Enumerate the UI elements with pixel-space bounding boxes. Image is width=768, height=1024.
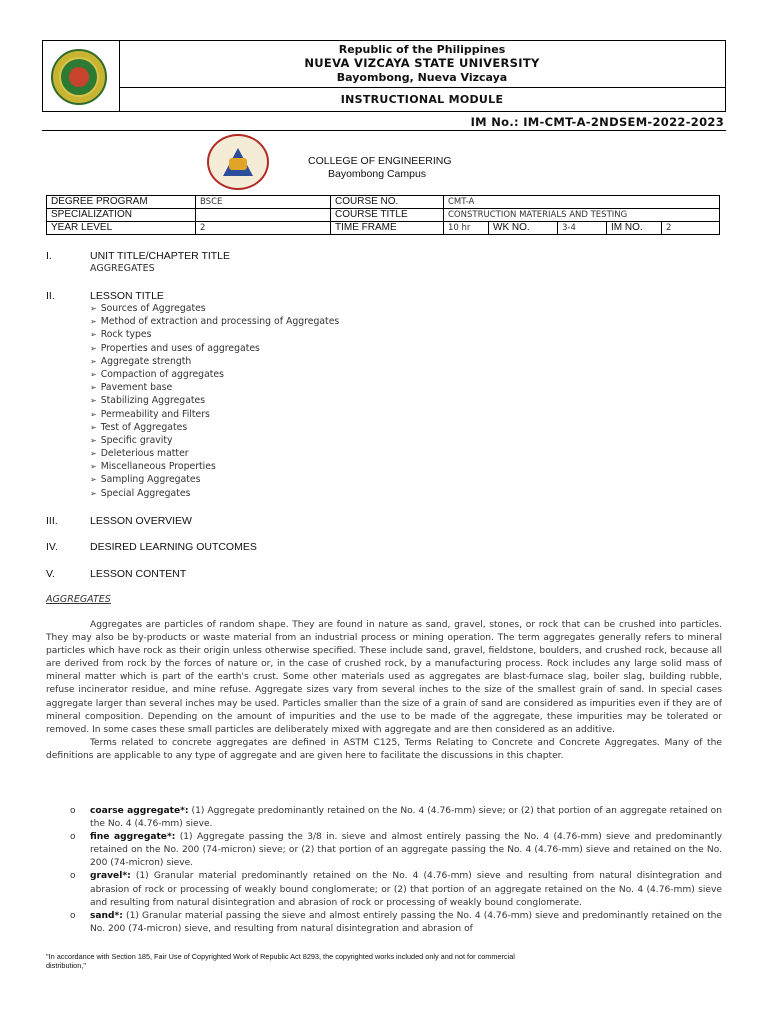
list-item: ➢ Test of Aggregates	[90, 421, 188, 433]
copyright-footer: "In accordance with Section 185, Fair Use of Copyrighted Work of Republic Act 8293, the copyrighted works included only and not for commercial distribution,"	[46, 952, 515, 970]
section-number: II.	[46, 290, 55, 302]
section-number: I.	[46, 250, 52, 262]
specialization-value	[196, 209, 331, 222]
section-heading: LESSON CONTENT	[90, 568, 187, 580]
definition-text: (1) Aggregate passing the 3/8 in. sieve and almost entirely passing the No. 4 (4.76-mm) sieve and predominantly retained on the No. 200 (74-micron) sieve; or (2) that portion of an aggregate passing the No. 4 (4.76-mm) sieve and retained on the No. 200 (74-micron) sieve.	[90, 832, 722, 869]
list-item: ➢ Properties and uses of aggregates	[90, 342, 260, 354]
course-no-value: CMT-A	[444, 196, 720, 209]
arrow-bullet-icon: ➢	[90, 317, 97, 327]
section-heading: UNIT TITLE/CHAPTER TITLE	[90, 250, 231, 262]
list-item	[46, 805, 722, 831]
definition-term: coarse aggregate*:	[90, 806, 189, 816]
paragraph: Aggregates are particles of random shape. They are found in nature as sand, gravel, stones, or rock that can be crushed into particles. They may also be by-products or waste material from an industrial process or mining operation. The term aggregates generally refers to mineral particles which have rock as their origin unless otherwise specified. These include sand, gravel, fieldstone, boulders, and crushed rock, because all are derived from rock by the forces of nature or, in the case of crushed rock, by a manufacturing process. Rock includes any large solid mass of mineral matter which is part of the earth's crust. Some other materials used as aggregates are blast-furnace slag, boiler slag, building rubble, refuse incinerator residue, and mine refuse. Aggregate sizes vary from several inches to the size of the smallest grain of sand. In special cases aggregate larger than several inches may be used. Particles smaller than the size of a grain of sand are considered as impurities even if they are of mineral composition. Depending on the amount of impurities and the use to be made of the aggregate, these impurities may be tolerated or removed. In some cases these small particles are deliberately mixed with aggregate and are then considered as an additive.	[46, 620, 722, 735]
definition-term: sand*:	[90, 910, 123, 921]
course-title-label: COURSE TITLE	[331, 209, 444, 222]
arrow-bullet-icon: ➢	[90, 356, 97, 366]
section-number: III.	[46, 515, 58, 527]
time-frame-value: 10 hr	[444, 222, 489, 235]
list-item: ➢ Specific gravity	[90, 434, 173, 446]
specialization-label: SPECIALIZATION	[47, 209, 196, 222]
arrow-bullet-icon: ➢	[90, 369, 97, 379]
document-header	[42, 40, 726, 112]
list-item: ➢ Stabilizing Aggregates	[90, 395, 206, 407]
unit-title-value: AGGREGATES	[90, 263, 155, 274]
degree-program-value: BSCE	[196, 196, 331, 209]
circle-bullet-icon: o	[70, 871, 76, 882]
arrow-bullet-icon: ➢	[90, 488, 97, 498]
list-item: ➢ Sampling Aggregates	[90, 474, 201, 486]
arrow-bullet-icon: ➢	[90, 462, 97, 472]
course-info-table	[46, 195, 720, 235]
republic-line: Republic of the Philippines	[338, 43, 506, 56]
arrow-bullet-icon: ➢	[90, 383, 97, 393]
university-name: NUEVA VIZCAYA STATE UNIVERSITY	[304, 56, 540, 70]
lesson-topic-list	[90, 302, 339, 500]
list-item	[46, 870, 722, 909]
degree-program-label: DEGREE PROGRAM	[47, 196, 196, 209]
arrow-bullet-icon: ➢	[90, 435, 97, 445]
module-title: INSTRUCTIONAL MODULE	[340, 93, 504, 106]
definition-text: (1) Granular material passing the sieve and almost entirely passing the No. 4 (4.76-mm) sieve and predominantly retained on the No. 200 (74-micron) sieve, and resulting from natural disintegration and abrasion of	[90, 910, 722, 934]
arrow-bullet-icon: ➢	[90, 343, 97, 353]
arrow-bullet-icon: ➢	[90, 396, 97, 406]
im-number-rule	[42, 130, 726, 131]
definition-term: gravel*:	[90, 871, 131, 882]
header-divider	[119, 87, 725, 88]
list-item: ➢ Sources of Aggregates	[90, 303, 206, 314]
arrow-bullet-icon: ➢	[90, 409, 97, 419]
arrow-bullet-icon: ➢	[90, 449, 97, 459]
content-body	[46, 619, 722, 763]
im-no-label: IM NO.	[607, 222, 662, 235]
list-item: ➢ Deleterious matter	[90, 448, 189, 460]
year-level-value: 2	[196, 222, 331, 235]
college-name: COLLEGE OF ENGINEERING	[308, 155, 452, 167]
im-number: IM No.: IM-CMT-A-2NDSEM-2022-2023	[470, 115, 724, 129]
week-no-label: WK NO.	[489, 222, 558, 235]
circle-bullet-icon: o	[70, 806, 76, 816]
university-seal-logo	[51, 49, 107, 105]
list-item: ➢ Rock types	[90, 329, 152, 341]
college-of-engineering-logo	[207, 134, 269, 190]
college-campus: Bayombong Campus	[328, 168, 427, 180]
section-heading: DESIRED LEARNING OUTCOMES	[90, 541, 257, 553]
list-item: ➢ Miscellaneous Properties	[90, 461, 216, 473]
list-item: ➢ Special Aggregates	[90, 487, 191, 499]
course-title-value: CONSTRUCTION MATERIALS AND TESTING	[444, 209, 720, 222]
list-item	[46, 831, 722, 870]
week-no-value: 3-4	[558, 222, 607, 235]
arrow-bullet-icon: ➢	[90, 475, 97, 485]
list-item: ➢ Aggregate strength	[90, 355, 192, 367]
im-no-value: 2	[662, 222, 720, 235]
university-address: Bayombong, Nueva Vizcaya	[336, 71, 508, 84]
definition-list	[46, 805, 722, 936]
definition-text: (1) Aggregate predominantly retained on the No. 4 (4.76-mm) sieve; or (2) that portion of an aggregate retained on the No. 4 (4.76-mm) sieve.	[90, 806, 722, 830]
content-heading: AGGREGATES	[46, 594, 111, 605]
definition-term: fine aggregate*:	[90, 832, 176, 843]
definition-text: (1) Granular material predominantly retained on the No. 4 (4.76-mm) sieve and resulting from natural disintegration and abrasion of rock or processing of weakly bound conglomerate; or (2) that portion of an aggregate retained on the No. 4 (4.76-mm) sieve and resulting from natural disintegration and abrasion of rock or processing of weakly bound conglomerate.	[90, 871, 722, 908]
course-no-label: COURSE NO.	[331, 196, 444, 209]
section-number: IV.	[46, 541, 58, 553]
list-item: ➢ Method of extraction and processing of Aggregates	[90, 316, 340, 328]
list-item: ➢ Compaction of aggregates	[90, 368, 224, 380]
circle-bullet-icon: o	[70, 910, 76, 921]
list-item	[46, 910, 722, 936]
section-number: V.	[46, 568, 55, 580]
section-heading: LESSON OVERVIEW	[90, 515, 192, 527]
time-frame-label: TIME FRAME	[331, 222, 444, 235]
arrow-bullet-icon: ➢	[90, 304, 97, 313]
list-item: ➢ Pavement base	[90, 382, 173, 394]
circle-bullet-icon: o	[70, 832, 76, 843]
list-item: ➢ Permeability and Filters	[90, 408, 210, 420]
paragraph: Terms related to concrete aggregates are defined in ASTM C125, Terms Relating to Concrete and Concrete Aggregates. Many of the definitions are applicable to any type of aggregate and are given here to facilitate the discussions in this chapter.	[46, 737, 722, 761]
university-logo-cell	[43, 41, 120, 111]
section-heading: LESSON TITLE	[90, 290, 164, 302]
arrow-bullet-icon: ➢	[90, 422, 97, 432]
arrow-bullet-icon: ➢	[90, 330, 97, 340]
year-level-label: YEAR LEVEL	[47, 222, 196, 235]
